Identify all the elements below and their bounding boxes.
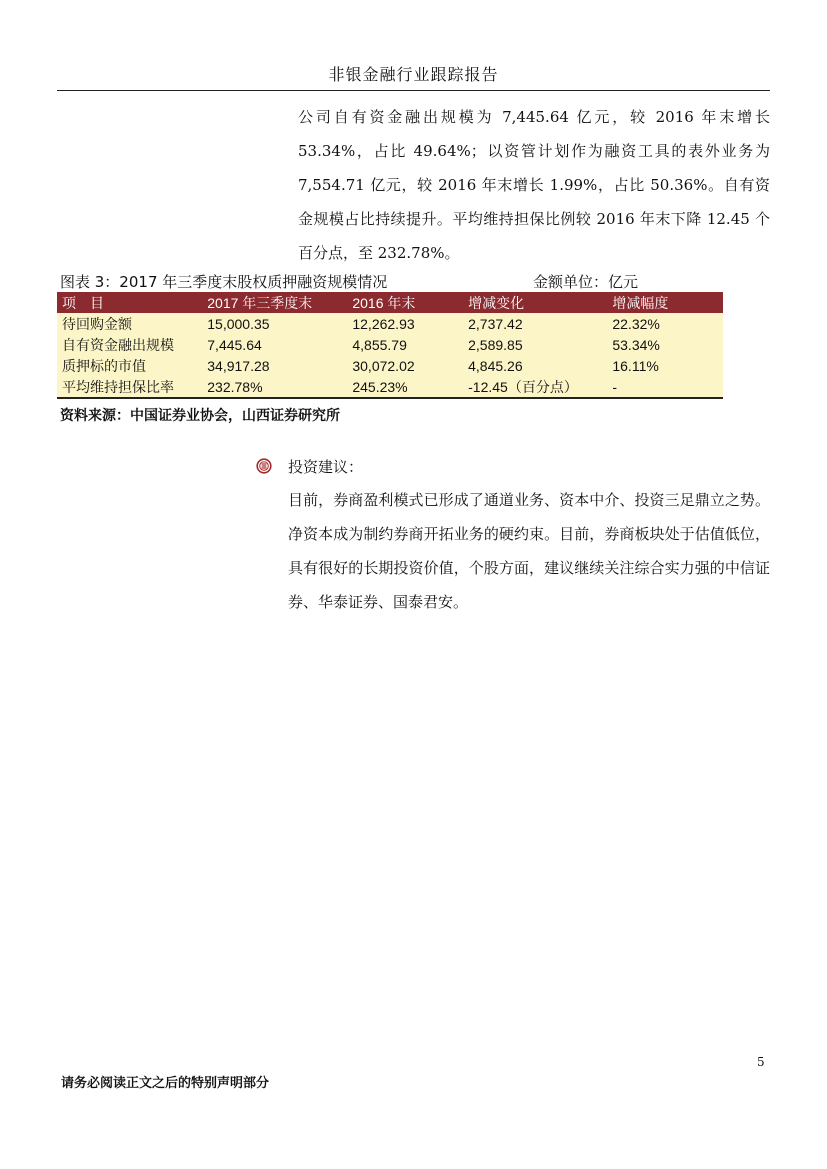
table-cell: 2,589.85 [463, 334, 607, 355]
table-cell: 30,072.02 [347, 355, 463, 376]
header-divider [57, 90, 770, 91]
table-cell: 232.78% [202, 376, 347, 398]
column-header: 增减幅度 [607, 292, 723, 313]
table-cell: 自有资金融出规模 [57, 334, 202, 355]
table-cell: 平均维持担保比率 [57, 376, 202, 398]
figure-source-note: 资料来源：中国证券业协会，山西证券研究所 [60, 408, 340, 424]
pledge-financing-table [57, 292, 723, 399]
table-cell: 2,737.42 [463, 313, 607, 334]
advice-paragraph: 目前，券商盈利模式已形成了通道业务、资本中介、投资三足鼎立之势。净资本成为制约券商开拓业务的硬约束。目前，券商板块处于估值低位，具有很好的长期投资价值，个股方面，建议继续关注综合实力强的中信证券、华泰证券、国泰君安。 [288, 491, 770, 611]
table-header-row [57, 292, 723, 313]
column-header: 2016 年末 [347, 292, 463, 313]
figure-unit: 金额单位：亿元 [533, 273, 639, 291]
table-cell: 4,855.79 [347, 334, 463, 355]
page-number: 5 [757, 1055, 765, 1069]
table-cell: - [607, 376, 723, 398]
table-cell: 245.23% [347, 376, 463, 398]
table-cell: -12.45（百分点） [463, 376, 607, 398]
report-header-title: 非银金融行业跟踪报告 [328, 65, 499, 84]
table-cell: 15,000.35 [202, 313, 347, 334]
table-cell: 12,262.93 [347, 313, 463, 334]
footer-disclaimer: 请务必阅读正文之后的特别声明部分 [61, 1076, 270, 1091]
table-cell: 16.11% [607, 355, 723, 376]
table-cell: 34,917.28 [202, 355, 347, 376]
column-header: 2017 年三季度末 [202, 292, 347, 313]
body-paragraph-financing: 公司自有资金融出规模为 7,445.64 亿元，较 2016 年末增长 53.34%，占比 49.64%；以资管计划作为融资工具的表外业务为 7,554.71 亿元，较 2016 年末增长 1.99%，占比 50.36%。自有资金规模占比持续提升。平均维持担保比例较 2016 年末下降 12.45 个百分点，至 232.78%。 [298, 108, 770, 262]
table-row [57, 376, 723, 398]
advice-heading: 投资建议： [288, 458, 364, 476]
table-row [57, 334, 723, 355]
table-row [57, 355, 723, 376]
table-cell: 53.34% [607, 334, 723, 355]
column-header: 增减变化 [463, 292, 607, 313]
figure-caption: 图表 3：2017 年三季度末股权质押融资规模情况 [60, 273, 388, 291]
table-cell: 质押标的市值 [57, 355, 202, 376]
table-cell: 待回购金额 [57, 313, 202, 334]
table-cell: 4,845.26 [463, 355, 607, 376]
table-cell: 22.32% [607, 313, 723, 334]
table-cell: 7,445.64 [202, 334, 347, 355]
table-row [57, 313, 723, 334]
seal-bullet-icon [256, 458, 272, 474]
column-header: 项 目 [57, 292, 202, 313]
